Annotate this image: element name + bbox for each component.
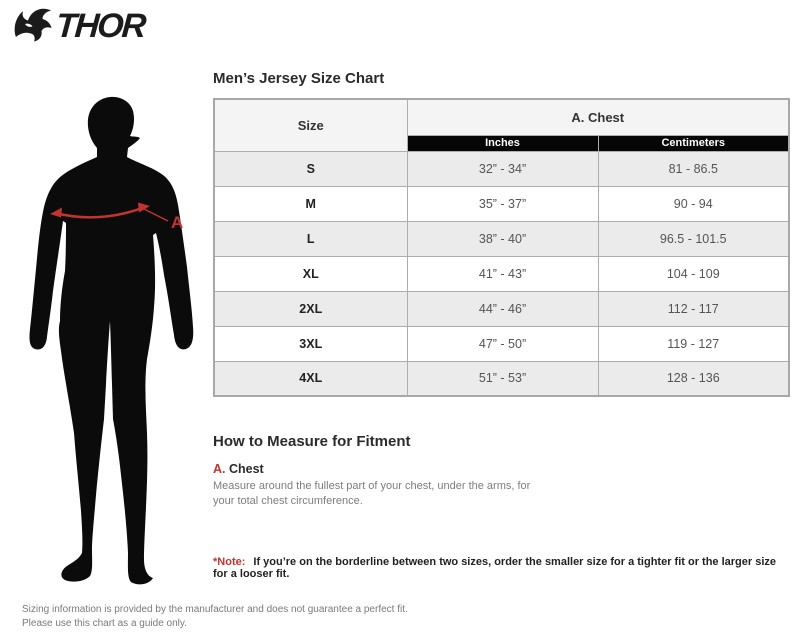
- measure-item-chest: [213, 462, 788, 510]
- table-row-3xl: [214, 326, 789, 361]
- table-row-xl: [214, 256, 789, 291]
- inches-value: 51” - 53”: [407, 361, 598, 396]
- centimeters-value: 119 - 127: [598, 326, 789, 361]
- size-value: M: [214, 186, 407, 221]
- thor-logo-text: THOR: [54, 7, 146, 45]
- size-value: 2XL: [214, 291, 407, 326]
- column-header-centimeters: Centimeters: [598, 135, 789, 151]
- table-row-2xl: [214, 291, 789, 326]
- centimeters-value: 128 - 136: [598, 361, 789, 396]
- measure-item-heading: [213, 462, 788, 476]
- note-label: *Note:: [213, 555, 246, 568]
- inches-value: 41” - 43”: [407, 256, 598, 291]
- inches-value: 47” - 50”: [407, 326, 598, 361]
- table-row-m: [214, 186, 789, 221]
- sizing-note: [213, 556, 788, 580]
- column-header-size: Size: [214, 99, 407, 151]
- inches-value: 38” - 40”: [407, 221, 598, 256]
- centimeters-value: 96.5 - 101.5: [598, 221, 789, 256]
- size-chart-table: [213, 98, 790, 397]
- centimeters-value: 112 - 117: [598, 291, 789, 326]
- size-value: XL: [214, 256, 407, 291]
- table-row-l: [214, 221, 789, 256]
- body-silhouette-diagram: [20, 95, 200, 590]
- disclaimer-line-1: Sizing information is provided by the manufacturer and does not guarantee a perfect fit.: [22, 604, 408, 615]
- measure-section-title: How to Measure for Fitment: [213, 433, 411, 450]
- centimeters-value: 90 - 94: [598, 186, 789, 221]
- centimeters-value: 104 - 109: [598, 256, 789, 291]
- table-row-4xl: [214, 361, 789, 396]
- centimeters-value: 81 - 86.5: [598, 151, 789, 186]
- measure-item-letter: A.: [213, 462, 226, 476]
- thor-logo: [12, 6, 144, 46]
- male-silhouette: [30, 97, 194, 584]
- size-value: S: [214, 151, 407, 186]
- note-text: If you’re on the borderline between two sizes, order the smaller size for a tighter fit or the larger size for a looser fit.: [213, 555, 777, 580]
- column-header-chest: A. Chest: [407, 99, 789, 135]
- size-chart-title: Men’s Jersey Size Chart: [213, 70, 385, 87]
- inches-value: 35” - 37”: [407, 186, 598, 221]
- measure-item-description: Measure around the fullest part of your chest, under the arms, for your total chest circumference.: [213, 480, 531, 508]
- size-value: L: [214, 221, 407, 256]
- table-row-s: [214, 151, 789, 186]
- disclaimer: [22, 603, 408, 630]
- size-value: 4XL: [214, 361, 407, 396]
- size-value: 3XL: [214, 326, 407, 361]
- measure-item-name: Chest: [228, 462, 264, 476]
- content-column: [213, 70, 788, 580]
- chest-label-a: A: [171, 213, 184, 232]
- inches-value: 44” - 46”: [407, 291, 598, 326]
- disclaimer-line-2: Please use this chart as a guide only.: [22, 617, 187, 629]
- column-header-inches: Inches: [407, 135, 598, 151]
- thor-beast-head-icon: [12, 6, 54, 46]
- inches-value: 32” - 34”: [407, 151, 598, 186]
